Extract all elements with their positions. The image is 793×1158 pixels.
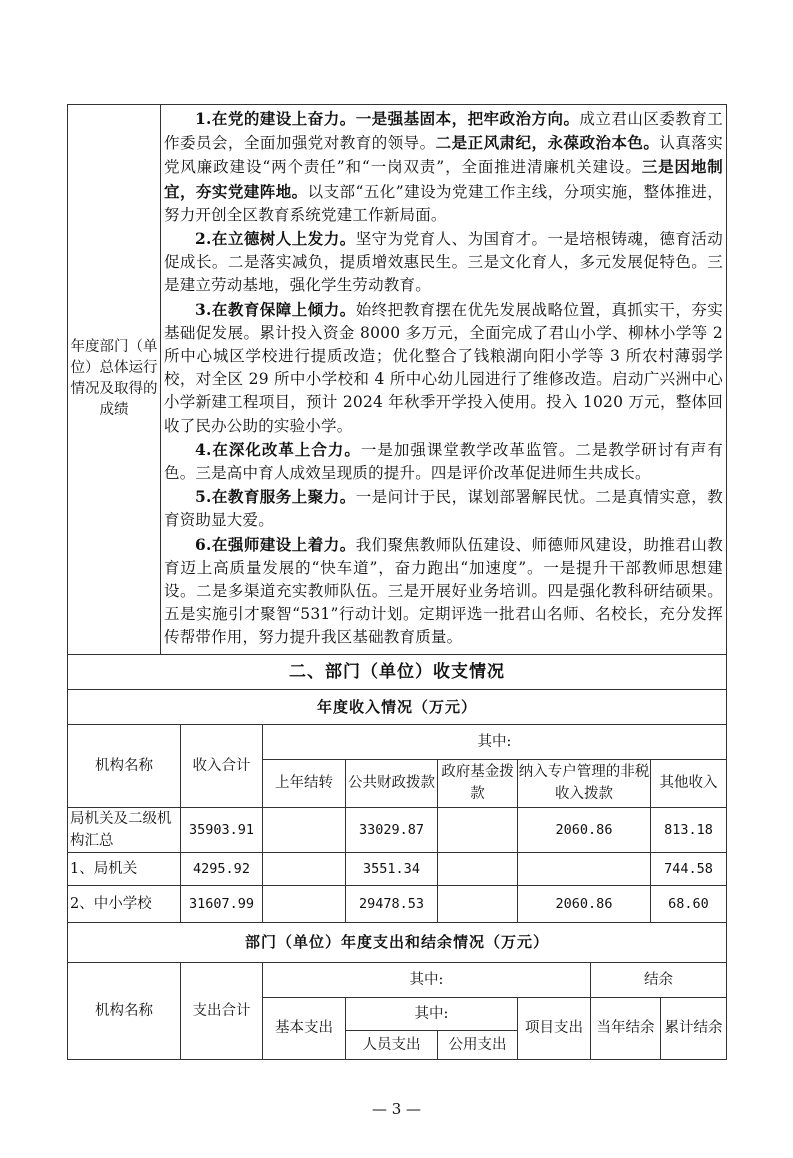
- body-text: 一是加强课堂教学改革监管。二是教学研讨有声有色。三是高中育人成效呈现质的提升。四是评价改革促进师生共成长。: [164, 440, 723, 483]
- cell-carry: [263, 852, 346, 885]
- header-carry: 上年结转: [263, 759, 346, 807]
- bold-heading: 三是因地制宜，夯实党建阵地。: [164, 157, 723, 201]
- table-row: [68, 885, 727, 922]
- header-org: 机构名称: [68, 724, 181, 807]
- overview-paragraph: [164, 438, 723, 485]
- cell-org: 2、中小学校: [68, 885, 181, 922]
- header-other: 其他收入: [651, 759, 727, 807]
- expense-table: [67, 922, 727, 1060]
- bold-heading: 6.在强师建设上着力。: [195, 534, 356, 554]
- cell-total: 35903.91: [181, 807, 263, 852]
- body-text: 一是问计于民，谋划部署解民忧。二是真情实意，教育资助显大爱。: [164, 488, 723, 530]
- cell-other: 813.18: [651, 807, 727, 852]
- table-row: [68, 807, 727, 852]
- exp-header-public: 公用支出: [438, 1030, 518, 1059]
- cell-total: 4295.92: [181, 852, 263, 885]
- overview-paragraph: [164, 227, 723, 298]
- exp-header-basic: 基本支出: [263, 997, 346, 1059]
- cell-other: 744.58: [651, 852, 727, 885]
- cell-carry: [263, 807, 346, 852]
- income-table: [67, 654, 727, 923]
- header-nontax: 纳入专户管理的非税收入拨款: [518, 759, 651, 807]
- cell-fund: [438, 852, 518, 885]
- overview-paragraph: [164, 485, 723, 532]
- overview-paragraph: [164, 533, 723, 650]
- cell-other: 68.60: [651, 885, 727, 922]
- body-text: 坚守为党育人、为国育才。一是培根铸魂，德育活动促成长。二是落实减负，提质增效惠民生。三是文化育人，多元发展促特色。三是建立劳动基地，强化学生劳动教育。: [164, 230, 723, 295]
- body-text: 我们聚焦教师队伍建设、师德师风建设，助推君山教育迈上高质量发展的“快车道”，奋力跑出“加速度”。一是提升干部教师思想建设。二是多渠道充实教师队伍。三是开展好业务培训。四是强化教科研结硕果。五是实施引才聚智“531”行动计划。定期评选一批君山名师、名校长，充分发挥传帮带作用，努力提升我区基础教育质量。: [164, 535, 723, 647]
- document-content: [67, 0, 727, 1060]
- exp-header-year-balance: 当年结余: [591, 997, 661, 1059]
- body-text: 认真落实党风廉政建设“两个责任”和“一岗双责”，全面推进清廉机关建设。: [164, 134, 723, 177]
- exp-header-of-which2: 其中:: [346, 997, 518, 1030]
- income-title: 年度收入情况（万元）: [68, 689, 727, 724]
- cell-org: 局机关及二级机构汇总: [68, 807, 181, 852]
- cell-nontax: 2060.86: [518, 807, 651, 852]
- cell-nontax: 2060.86: [518, 885, 651, 922]
- bold-heading: 4.在深化改革上合力。: [195, 439, 361, 459]
- expense-title: 部门（单位）年度支出和结余情况（万元）: [68, 922, 727, 962]
- cell-fiscal: 33029.87: [346, 807, 438, 852]
- header-fiscal: 公共财政拨款: [346, 759, 438, 807]
- exp-header-org: 机构名称: [68, 962, 181, 1059]
- exp-header-personnel: 人员支出: [346, 1030, 438, 1059]
- body-text: 成立君山区委教育工作委员会，全面加强党对教育的领导。: [164, 110, 723, 153]
- cell-total: 31607.99: [181, 885, 263, 922]
- cell-fiscal: 29478.53: [346, 885, 438, 922]
- cell-fund: [438, 807, 518, 852]
- table-row: [68, 852, 727, 885]
- overview-label: 年度部门（单位）总体运行情况及取得的成绩: [68, 105, 161, 655]
- header-fund: 政府基金拨款: [438, 759, 518, 807]
- body-text: 以支部“五化”建设为党建工作主线，分项实施，整体推进，努力开创全区教育系统党建工作新局面。: [164, 182, 723, 224]
- overview-paragraph: [164, 107, 723, 227]
- exp-header-cum-balance: 累计结余: [661, 997, 727, 1059]
- header-total: 收入合计: [181, 724, 263, 807]
- bold-heading: 3.在教育保障上倾力。: [195, 299, 356, 319]
- bold-heading: 2.在立德树人上发力。: [195, 229, 356, 249]
- bold-heading: 二是正风肃纪，永葆政治本色。: [435, 133, 660, 153]
- bold-heading: 5.在教育服务上聚力。: [195, 487, 356, 507]
- cell-carry: [263, 885, 346, 922]
- cell-fiscal: 3551.34: [346, 852, 438, 885]
- page-number: — 3 —: [371, 1099, 422, 1118]
- exp-header-of-which: 其中:: [263, 962, 591, 997]
- body-text: 始终把教育摆在优先发展战略位置，真抓实干，夯实基础促发展。累计投入资金 8000 多万元，全面完成了君山小学、柳林小学等 2 所中心城区学校进行提质改造；优化整合了钱粮湖向阳小学等 3 所农村薄弱学校，对全区 29 所中小学校和 4 所中心幼儿园进行了维修改造。启动广兴洲中心小学新建工程项目，预计 2024 年秋季开学投入使用。投入 1020 万元，整体回收了民办公助的实验小学。: [164, 300, 723, 435]
- overview-body: [161, 105, 727, 655]
- overview-paragraph: [164, 298, 723, 438]
- overview-table: [67, 104, 727, 655]
- exp-header-project: 项目支出: [518, 997, 591, 1059]
- bold-heading: 1.在党的建设上奋力。一是强基固本，把牢政治方向。: [195, 109, 580, 128]
- exp-header-total: 支出合计: [181, 962, 263, 1059]
- exp-header-balance: 结余: [591, 962, 727, 997]
- header-of-which: 其中:: [263, 724, 727, 759]
- cell-fund: [438, 885, 518, 922]
- cell-nontax: [518, 852, 651, 885]
- cell-org: 1、局机关: [68, 852, 181, 885]
- section-title: 二、部门（单位）收支情况: [68, 654, 727, 689]
